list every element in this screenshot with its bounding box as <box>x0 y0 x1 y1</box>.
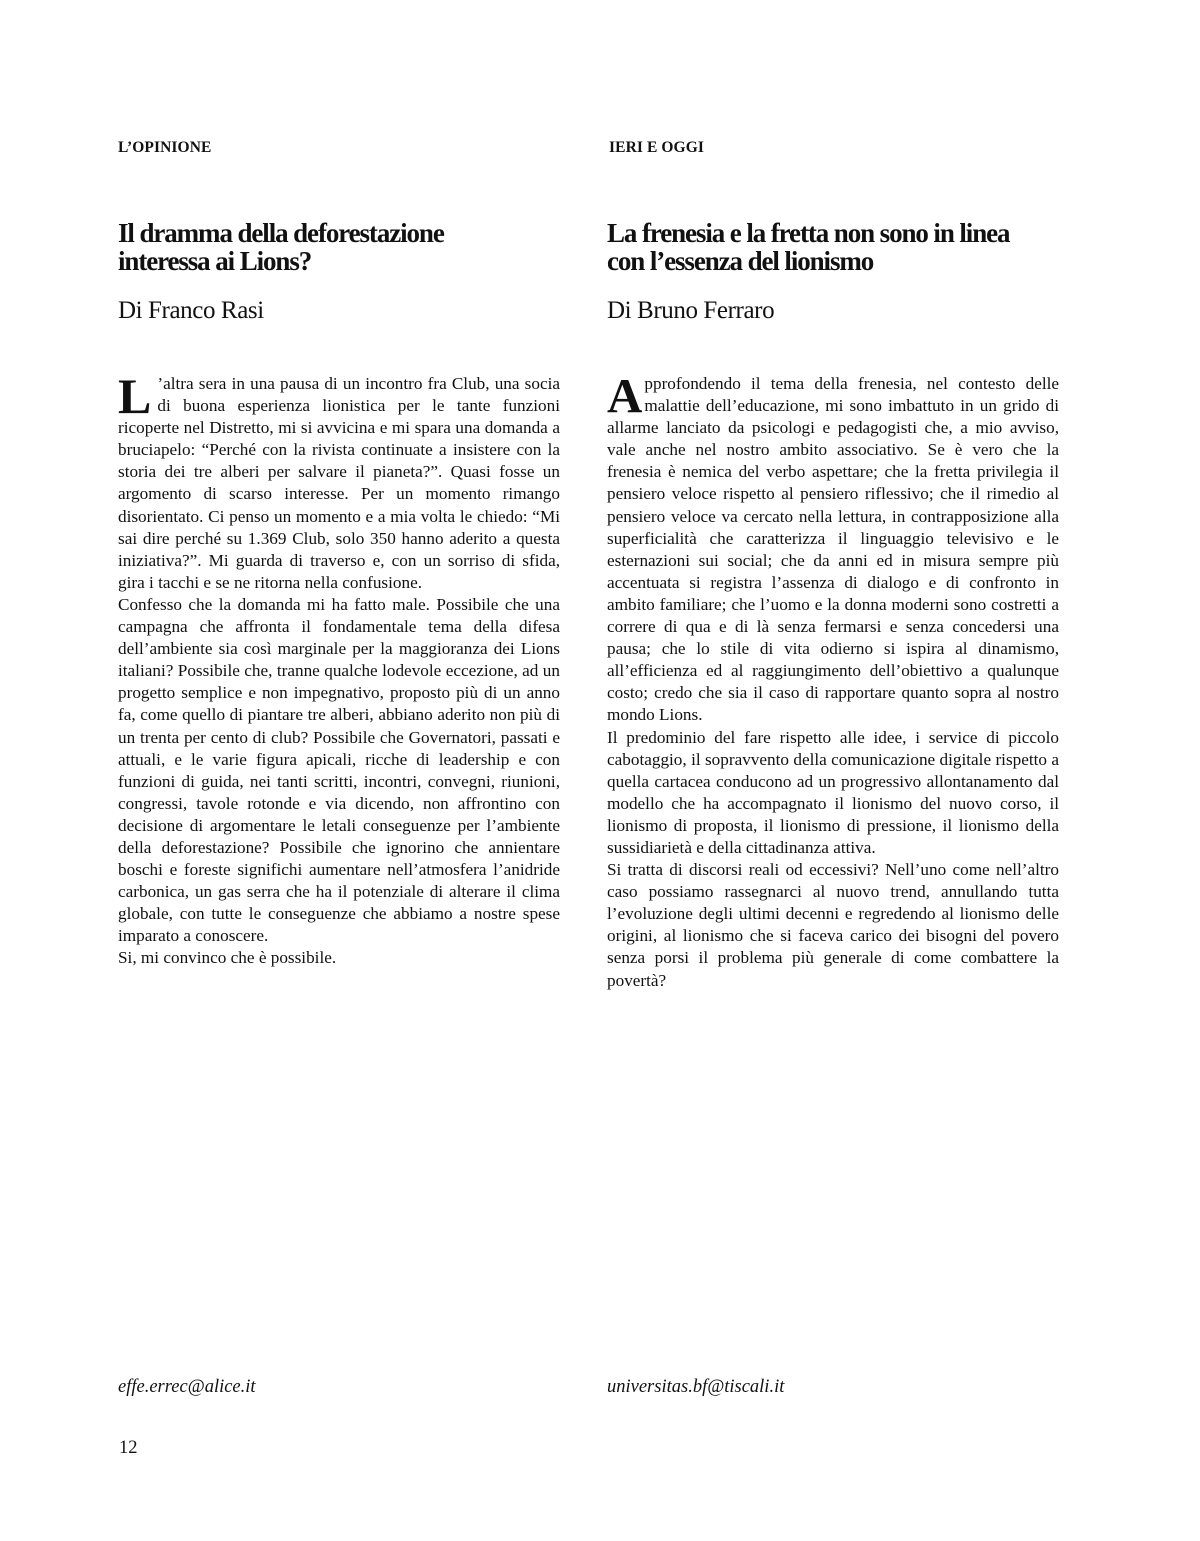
page-number: 12 <box>119 1438 138 1458</box>
paragraph: Si tratta di discorsi reali od eccessivi? Nell’uno come nell’altro caso possiamo rassegnarci al nuovo trend, annullando tutta l’evoluzione degli ultimi decenni e regredendo al lionismo delle origini, al lionismo che si faceva carico dei bisogni del povero senza porsi il problema più generale di come combattere la povertà? <box>607 860 1059 990</box>
article-title <box>607 219 1077 275</box>
article-title <box>118 219 588 275</box>
drop-cap: A <box>607 368 643 423</box>
author-email-link[interactable]: universitas.bf@tiscali.it <box>607 1377 785 1397</box>
article-body <box>607 368 1059 992</box>
article-body <box>118 368 560 970</box>
title-line: La frenesia e la fretta non sono in linea <box>607 218 1010 248</box>
paragraph: Si, mi convinco che è possibile. <box>118 948 337 968</box>
paragraph: Il predominio del fare rispetto alle idee, i service di piccolo cabotaggio, il sopravvento della comunicazione digitale rispetto a quella cartacea conducono ad un progressivo allontanamento dal modello che ha accompagnato il lionismo del nuovo corso, il lionismo di proposta, il lionismo di pressione, il lionismo della sussidiarietà e della cittadinanza attiva. <box>607 727 1059 857</box>
section-label: IERI E OGGI <box>609 139 704 156</box>
drop-cap: L <box>118 368 152 424</box>
paragraph: Confesso che la domanda mi ha fatto male. Possibile che una campagna che affronta il fondamentale tema della difesa dell’ambiente sia così marginale per la maggioranza dei Lions italiani? Possibile che, tranne qualche lodevole eccezione, ad un progetto semplice e non impegnativo, proposto più di un anno fa, come quello di piantare tre alberi, abbiano aderito non più di un trenta per cento di club? Possibile che Governatori, passati e attuali, e le varie figura apicali, ricche di leadership e con funzioni di guida, nei tanti scritti, incontri, convegni, riunioni, congressi, tavole rotonde e via dicendo, non affrontino con decisione di argomentare le letali conseguenze per l’ambiente della deforestazione? Possibile che ignorino che annientare boschi e foreste significhi aumentare nell’atmosfera l’anidride carbonica, un gas serra che ha il potenziale di alterare il clima globale, con tutte le conseguenze che abbiamo a nostre spese imparato a conoscere. <box>118 594 560 946</box>
paragraph: ’altra sera in una pausa di un incontro fra Club, una socia di buona esperienza lionistica per le tante funzioni ricoperte nel Distretto, mi si avvicina e mi spara una domanda a bruciapelo: “Perché con la rivista continuate a insistere con la storia dei tre alberi per salvare il pianeta?”. Quasi fosse un argomento di scarso interesse. Per un momento rimango disorientato. Ci penso un momento e a mia volta le chiedo: “Mi sai dire perché su 1.369 Club, solo 350 hanno aderito a questa iniziativa?”. Mi guarda di traverso e, con un sorriso di sfida, gira i tacchi e se ne ritorna nella confusione. <box>118 374 560 592</box>
title-line: con l’essenza del lionismo <box>607 246 874 276</box>
author-email-link[interactable]: effe.errec@alice.it <box>118 1377 256 1397</box>
author-byline: Di Franco Rasi <box>118 297 264 324</box>
author-byline: Di Bruno Ferraro <box>607 297 775 324</box>
paragraph: pprofondendo il tema della frenesia, nel contesto delle malattie dell’educazione, mi sono imbattuto in un grido di allarme lanciato da psicologi e pedagogisti che, a mio avviso, vale anche nel nostro ambito associativo. Se è vero che la frenesia è nemica del verbo aspettare; che la fretta privilegia il pensiero veloce rispetto al pensiero riflessivo; che il rimedio al pensiero veloce va cercato nella lettura, in contrapposizione alla superficialità che caratterizza il linguaggio televisivo e le esternazioni sui social; che da anni ed in misura sempre più accentuata si registra l’assenza di dialogo e di confronto in ambito familiare; che l’uomo e la donna moderni sono costretti a correre di qua e di là senza fermarsi e senza concedersi una pausa; che lo stile di vita odierno si ispira al dinamismo, all’efficienza ed al raggiungimento dell’obiettivo a qualunque costo; credo che sia il caso di rapportare quanto sopra al nostro mondo Lions. <box>607 374 1059 725</box>
section-label: L’OPINIONE <box>118 139 212 156</box>
title-line: Il dramma della deforestazione <box>118 218 444 248</box>
title-line: interessa ai Lions? <box>118 246 312 276</box>
